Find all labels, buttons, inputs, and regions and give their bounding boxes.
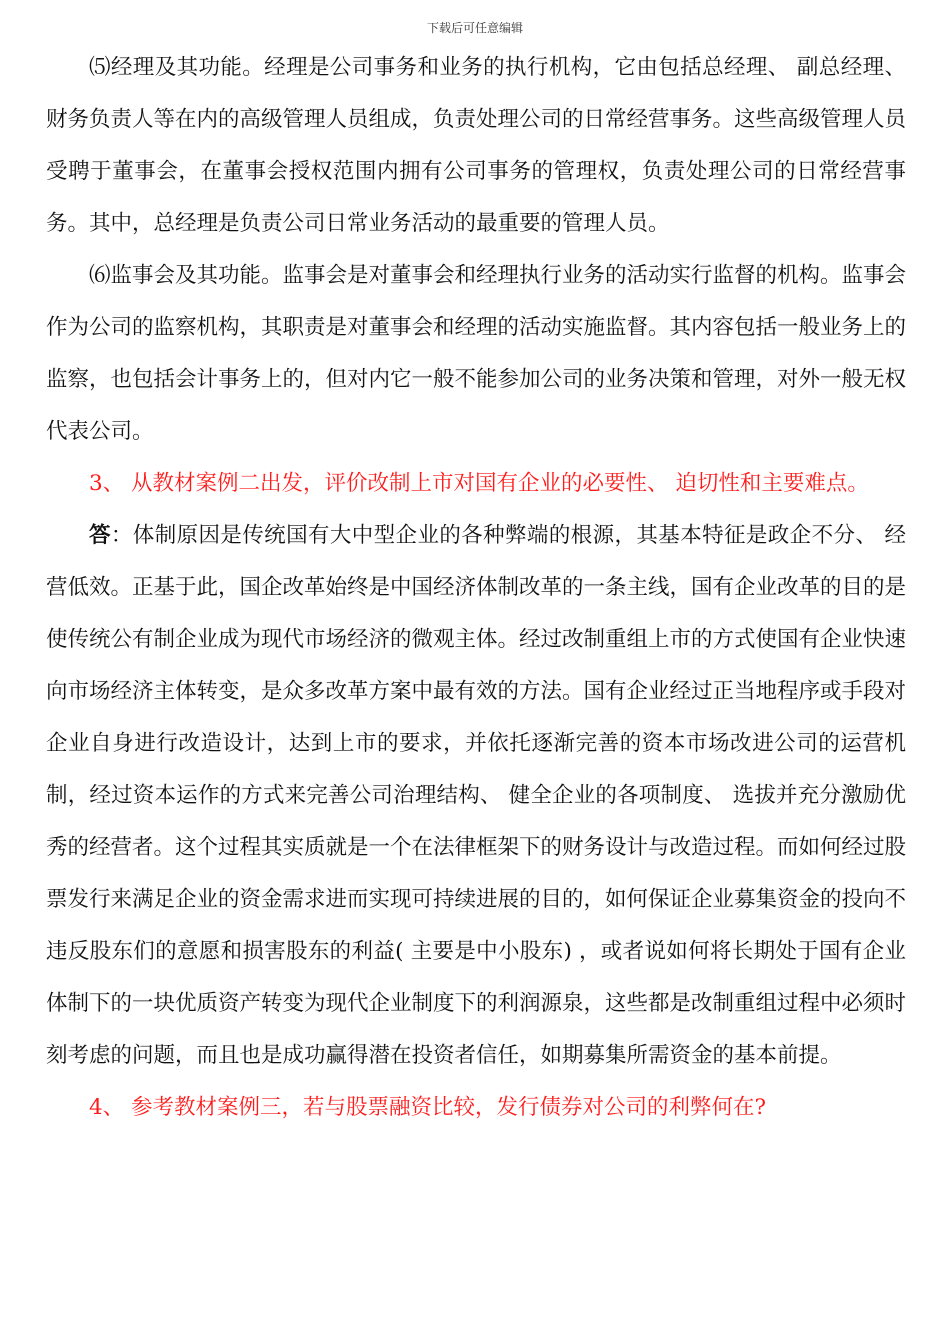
question-3: 3、 从教材案例二出发，评价改制上市对国有企业的必要性、 迫切性和主要难点。 bbox=[89, 471, 869, 496]
paragraph-supervisory-board: ⑹监事会及其功能。监事会是对董事会和经理执行业务的活动实行监督的机构。监事会作为公司的监察机构，其职责是对董事会和经理的活动实施监督。其内容包括一般业务上的监察，也包括会计事务上的，但对内它一般不能参加公司的业务决策和管理，对外一般无权代表公司。 bbox=[46, 263, 907, 444]
answer-3-text: ：体制原因是传统国有大中型企业的各种弊端的根源，其基本特征是政企不分、 经营低效。正基于此，国企改革始终是中国经济体制改革的一条主线，国有企业改革的目的是使传统公有制企业成为现代市场经济的微观主体。经过改制重组上市的方式使国有企业快速向市场经济主体转变，是众多改革方案中最有效的方法。国有企业经过正当地程序或手段对企业自身进行改造设计，达到上市的要求，并依托逐渐完善的资本市场改进公司的运营机制，经过资本运作的方式来完善公司治理结构、 健全企业的各项制度、 选拔并充分激励优秀的经营者。这个过程其实质就是一个在法律框架下的财务设计与改造过程。而如何经过股票发行来满足企业的资金需求进而实现可持续进展的目的，如何保证企业募集资金的投向不违反股东们的意愿和损害股东的利益( 主要是中小股东) ，或者说如何将长期处于国有企业体制下的一块优质资产转变为现代企业制度下的利润源泉，这些都是改制重组过程中必须时刻考虑的问题，而且也是成功赢得潜在投资者信任，如期募集所需资金的基本前提。 bbox=[46, 523, 907, 1068]
document-body bbox=[46, 42, 906, 1134]
page-header: 下载后可任意编辑 bbox=[426, 21, 523, 35]
answer-3 bbox=[46, 510, 906, 1082]
paragraph-manager-function: ⑸经理及其功能。经理是公司事务和业务的执行机构，它由包括总经理、 副总经理、 财务负责人等在内的高级管理人员组成，负责处理公司的日常经营事务。这些高级管理人员受聘于董事会，在董事会授权范围内拥有公司事务的管理权，负责处理公司的日常经营事务。其中，总经理是负责公司日常业务活动的最重要的管理人员。 bbox=[46, 55, 907, 236]
question-4: 4、 参考教材案例三，若与股票融资比较，发行债券对公司的利弊何在? bbox=[89, 1095, 767, 1120]
answer-label: 答 bbox=[89, 523, 111, 548]
